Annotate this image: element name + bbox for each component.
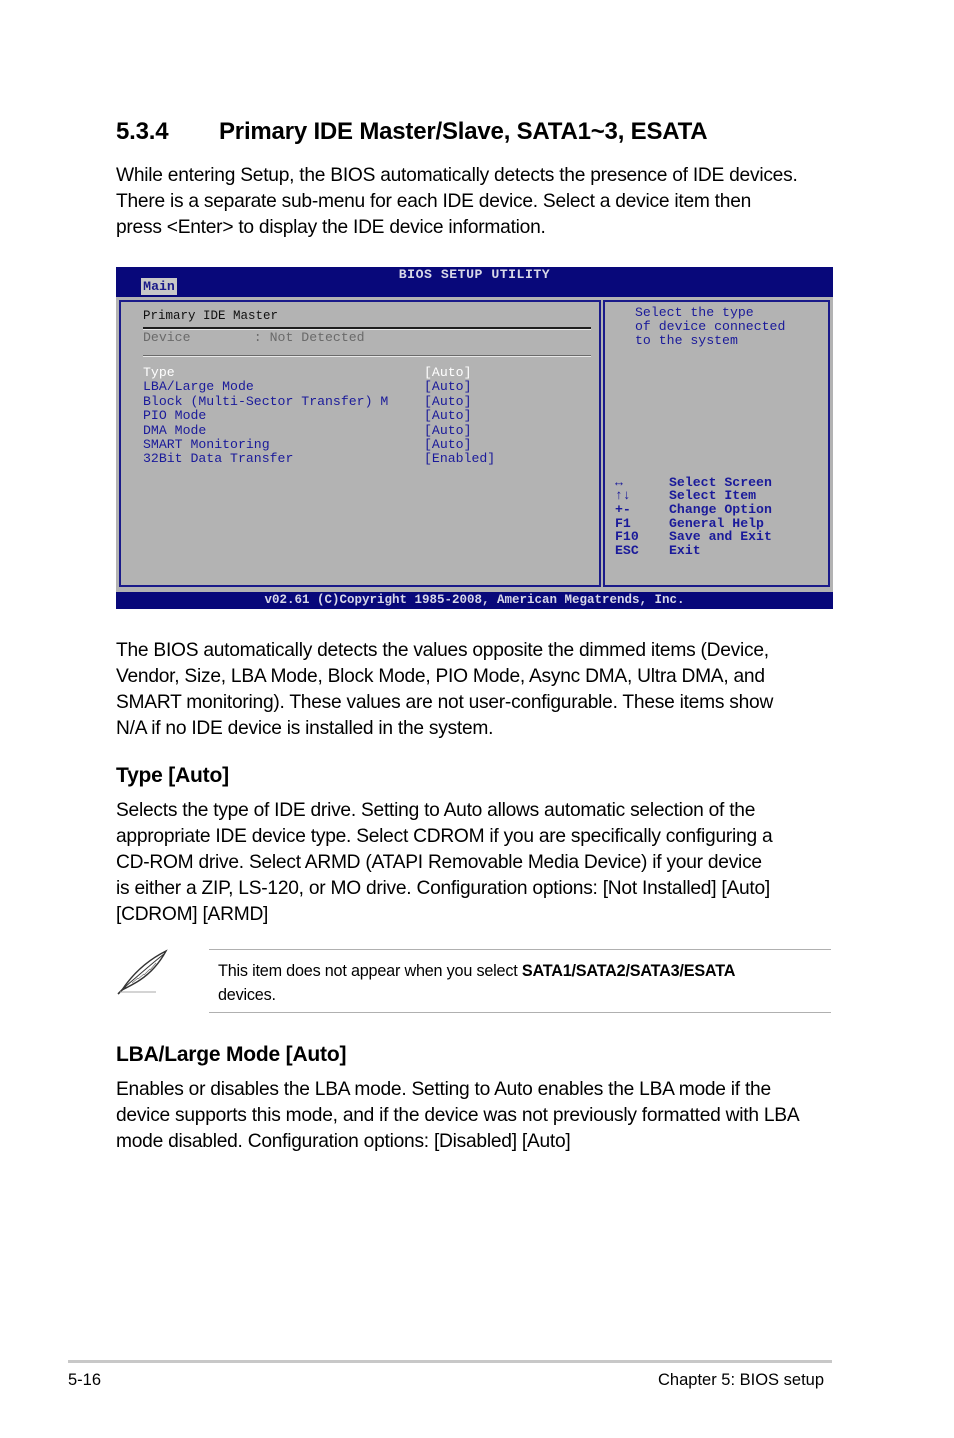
- note-quill-icon: [116, 948, 170, 996]
- bios-value-pio-mode[interactable]: [Auto]: [424, 408, 472, 423]
- note-bottom-rule: [209, 1012, 831, 1013]
- detect-line: SMART monitoring). These values are not user-configurable. These items show: [116, 692, 774, 713]
- type-heading: Type [Auto]: [116, 764, 229, 787]
- bios-item-dma-mode[interactable]: DMA Mode: [143, 423, 207, 438]
- bios-value-32bit-transfer[interactable]: [Enabled]: [424, 451, 496, 466]
- type-line: appropriate IDE device type. Select CDROM if you are specifically configuring a: [116, 826, 773, 847]
- bios-item-pio-mode[interactable]: PIO Mode: [143, 408, 207, 423]
- bios-item-smart-monitoring[interactable]: SMART Monitoring: [143, 437, 270, 452]
- intro-paragraph: [116, 163, 836, 241]
- bios-value-type[interactable]: [Auto]: [424, 365, 472, 380]
- bios-key-action: Change Option: [669, 502, 772, 517]
- bios-help-line: to the system: [635, 333, 738, 348]
- note-prefix: This item does not appear when you select: [218, 962, 522, 980]
- bios-help-line: of device connected: [635, 319, 786, 334]
- type-line: [CDROM] [ARMD]: [116, 904, 269, 925]
- bios-key-action: General Help: [669, 516, 764, 531]
- bios-help-panel: [603, 300, 830, 587]
- detect-line: N/A if no IDE device is installed in the system.: [116, 718, 494, 739]
- bios-item-type[interactable]: Type: [143, 365, 175, 380]
- bios-key-action: Save and Exit: [669, 529, 772, 544]
- type-line: is either a ZIP, LS-120, or MO drive. Configuration options: [Not Installed] [Auto]: [116, 878, 770, 899]
- bios-screenshot: [116, 267, 833, 609]
- bios-key: F10: [615, 529, 639, 544]
- bios-settings-panel: [119, 300, 601, 587]
- footer-rule: [68, 1360, 832, 1363]
- note-text: [218, 959, 735, 1007]
- chapter-label: Chapter 5: BIOS setup: [658, 1371, 825, 1389]
- bios-value-dma-mode[interactable]: [Auto]: [424, 423, 472, 438]
- note-bold: SATA1/SATA2/SATA3/ESATA: [521, 962, 736, 980]
- bios-device-line: Device : Not Detected: [143, 330, 365, 345]
- key-arrows-vertical-icon: ↑↓: [615, 488, 631, 503]
- lba-line: Enables or disables the LBA mode. Setting to Auto enables the LBA mode if the: [116, 1079, 771, 1100]
- bios-key-action: Exit: [669, 543, 701, 558]
- bios-value-block-mode[interactable]: [Auto]: [424, 394, 472, 409]
- detect-line: The BIOS automatically detects the values opposite the dimmed items (Device,: [116, 640, 769, 661]
- bios-body: [116, 297, 833, 592]
- bios-tab-main[interactable]: Main: [141, 278, 177, 295]
- intro-line: While entering Setup, the BIOS automatically detects the presence of IDE devices.: [116, 165, 798, 186]
- lba-heading: LBA/Large Mode [Auto]: [116, 1043, 347, 1066]
- bios-item-lba-large-mode[interactable]: LBA/Large Mode: [143, 379, 254, 394]
- section-title-text: Primary IDE Master/Slave, SATA1~3, ESATA: [219, 118, 708, 145]
- bios-key: +-: [615, 502, 631, 517]
- bios-key-action: Select Item: [669, 488, 757, 503]
- bios-panel-title: Primary IDE Master: [143, 309, 279, 323]
- note-suffix: devices.: [218, 986, 276, 1004]
- type-paragraph: [116, 798, 836, 928]
- lba-paragraph: [116, 1077, 836, 1155]
- bios-value-smart-monitoring[interactable]: [Auto]: [424, 437, 472, 452]
- section-number: 5.3.4: [116, 118, 169, 145]
- bios-value-lba-large-mode[interactable]: [Auto]: [424, 379, 472, 394]
- bios-help-line: Select the type: [635, 305, 754, 320]
- detect-line: Vendor, Size, LBA Mode, Block Mode, PIO Mode, Async DMA, Ultra DMA, and: [116, 666, 765, 687]
- type-line: CD-ROM drive. Select ARMD (ATAPI Removable Media Device) if your device: [116, 852, 762, 873]
- intro-line: press <Enter> to display the IDE device information.: [116, 217, 546, 238]
- bios-item-block-mode[interactable]: Block (Multi-Sector Transfer) M: [143, 394, 389, 409]
- detect-paragraph: [116, 638, 836, 742]
- bios-key: F1: [615, 516, 631, 531]
- bios-footer: v02.61 (C)Copyright 1985-2008, American Megatrends, Inc.: [116, 592, 833, 609]
- key-arrows-horizontal-icon: ↔: [615, 475, 623, 490]
- intro-line: There is a separate sub-menu for each IDE device. Select a device item then: [116, 191, 752, 212]
- type-line: Selects the type of IDE drive. Setting to Auto allows automatic selection of the: [116, 800, 756, 821]
- bios-section-rule-highlight: [143, 356, 591, 357]
- lba-line: device supports this mode, and if the device was not previously formatted with LBA: [116, 1105, 800, 1126]
- note-top-rule: [209, 949, 831, 950]
- bios-item-32bit-transfer[interactable]: 32Bit Data Transfer: [143, 451, 294, 466]
- note-line: [218, 959, 735, 983]
- lba-line: mode disabled. Configuration options: [Disabled] [Auto]: [116, 1131, 571, 1152]
- section-title: [116, 118, 707, 146]
- bios-key: ESC: [615, 543, 639, 558]
- bios-title-bar: [116, 267, 833, 297]
- bios-title: BIOS SETUP UTILITY: [398, 267, 551, 282]
- bios-key-action: Select Screen: [669, 475, 772, 490]
- page-number: 5-16: [68, 1371, 102, 1389]
